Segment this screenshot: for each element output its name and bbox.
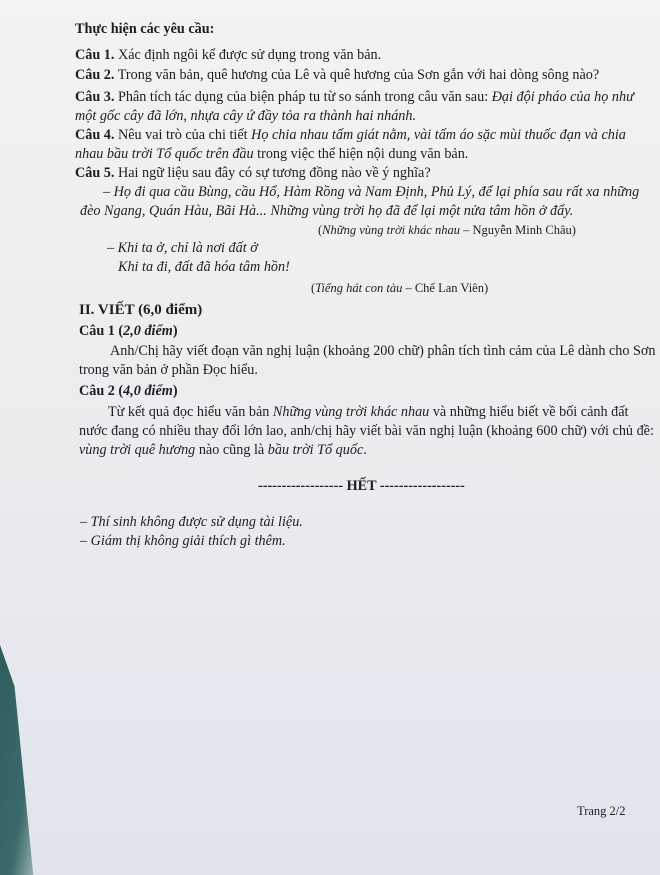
requirements-title: Thực hiện các yêu cầu: (75, 21, 215, 37)
end-marker: ------------------ HẾT ------------------ (258, 478, 465, 494)
label-text: Câu 1 ( (79, 323, 124, 339)
question-text-cont: trong việc thể hiện nội dung văn bản. (253, 146, 469, 162)
quoted-sentence-cont: một gốc cây đã lớn, nhựa cây ứ đầy tỏa ra thành hai nhánh. (75, 108, 417, 124)
section-2-heading: II. VIẾT (6,0 điểm) (79, 302, 203, 318)
points: 4,0 điểm (123, 383, 173, 399)
writing-question-2-line-1 (108, 403, 628, 422)
question-text: Nêu vai trò của chi tiết (114, 127, 252, 143)
quoted-sentence: Đại đội pháo của họ như (491, 89, 634, 105)
writing-question-1-line-2: trong văn bản ở phần Đọc hiểu. (79, 362, 258, 378)
question-label: Câu 3. (75, 89, 115, 105)
question-text: Xác định ngôi kể được sử dụng trong văn bản. (114, 47, 382, 63)
question-label: Câu 1. (75, 47, 115, 63)
quoted-detail-cont: nhau bầu trời Tổ quốc trên đầu (75, 146, 254, 162)
question-2 (75, 66, 599, 85)
writing-question-1-label (79, 322, 178, 341)
theme-phrase: bầu trời Tổ quốc (267, 442, 364, 458)
excerpt-1-line-2: đèo Ngang, Quán Hàu, Bãi Hà... Những vùng trời họ đã để lại một nửa tâm hồn ở đấy. (80, 203, 574, 219)
label-text: Câu 2 ( (79, 383, 124, 399)
question-5 (75, 164, 431, 183)
prompt-text: và những hiểu biết về bối cảnh đất (429, 404, 629, 420)
question-text: Trong văn bản, quê hương của Lê và quê hương của Sơn gắn với hai dòng sông nào? (114, 67, 600, 83)
excerpt-1-source: (Những vùng trời khác nhau – Nguyễn Minh Châu) (318, 223, 576, 237)
question-label: Câu 5. (75, 165, 115, 181)
excerpt-2-source: (Tiếng hát con tàu – Chế Lan Viên) (311, 281, 489, 295)
question-text: Hai ngữ liệu sau đây có sự tương đồng nào về ý nghĩa? (114, 165, 431, 181)
source-author: – Chế Lan Viên) (402, 281, 489, 295)
label-close: ) (172, 383, 178, 399)
writing-question-2-label (79, 382, 178, 401)
excerpt-2-line-2: Khi ta đi, đất đã hóa tâm hồn! (118, 259, 290, 275)
writing-question-2-line-2: nước đang có nhiều thay đổi lớn lao, anh/chị hãy viết bài văn nghị luận (khoảng 600 chữ) với chủ đề: (79, 423, 654, 439)
page-fold-shadow (0, 645, 52, 875)
theme-phrase: vùng trời quê hương (79, 442, 196, 458)
source-title: Tiếng hát con tàu (315, 281, 403, 295)
prompt-text: nào cũng là (195, 442, 268, 458)
question-4-cont (75, 145, 468, 164)
question-text: Phân tích tác dụng của biện pháp tu từ so sánh trong câu văn sau: (114, 89, 492, 105)
question-3 (75, 88, 634, 107)
work-title: Những vùng trời khác nhau (272, 404, 430, 420)
note-no-materials: – Thí sinh không được sử dụng tài liệu. (80, 514, 303, 530)
source-author: – Nguyễn Minh Châu) (459, 223, 576, 237)
question-label: Câu 4. (75, 127, 115, 143)
quoted-detail: Họ chia nhau tấm giát nằm, vài tấm áo sặc mùi thuốc đạn và chia (251, 127, 626, 143)
question-label: Câu 2. (75, 67, 115, 83)
note-no-explanation: – Giám thị không giải thích gì thêm. (80, 533, 286, 549)
writing-question-2-line-3 (79, 441, 367, 460)
label-close: ) (172, 323, 178, 339)
question-4 (75, 126, 626, 145)
excerpt-2-line-1: – Khi ta ở, chỉ là nơi đất ở (107, 240, 258, 256)
question-1 (75, 46, 381, 65)
source-title: Những vùng trời khác nhau (322, 223, 460, 237)
page-number: Trang 2/2 (577, 804, 626, 818)
prompt-text: Từ kết quả đọc hiểu văn bản (108, 404, 273, 420)
points: 2,0 điểm (123, 323, 173, 339)
excerpt-1-line-1: – Họ đi qua cầu Bùng, cầu Hổ, Hàm Rồng và Nam Định, Phủ Lý, để lại phía sau rất xa những (103, 184, 640, 200)
writing-question-1-line-1: Anh/Chị hãy viết đoạn văn nghị luận (khoảng 200 chữ) phân tích tình cảm của Lê dành cho Sơn (110, 343, 656, 359)
prompt-text: . (363, 442, 367, 458)
